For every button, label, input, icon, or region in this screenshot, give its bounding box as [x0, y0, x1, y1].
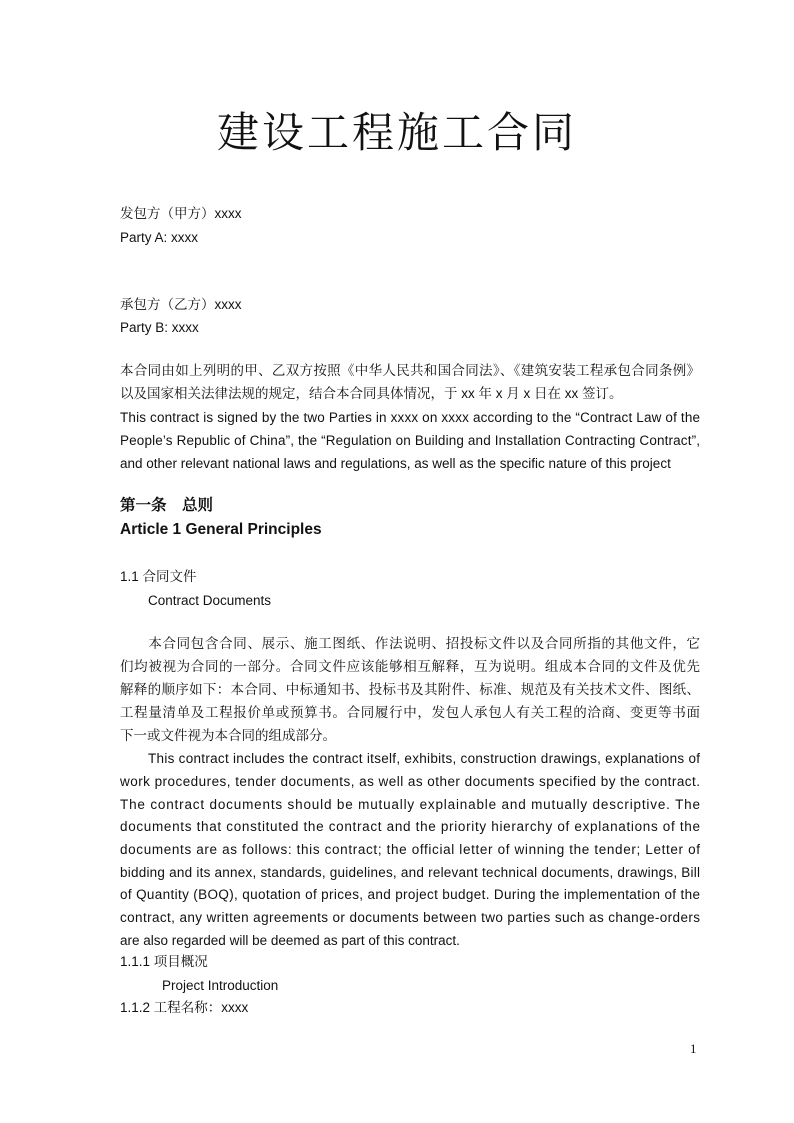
intro-en-line: People’s Republic of China”, the “Regulation on Building and Installation Contracting Contract”, [120, 433, 701, 448]
article-heading-cn: 第一条 总则 [120, 497, 214, 514]
subsection-heading-en: Project Introduction [162, 978, 279, 993]
article-heading-en: Article 1 General Principles [120, 521, 322, 538]
intro-en-line: and other relevant national laws and regulations, as well as the specific nature of this project [120, 456, 671, 471]
paragraph-en-line: bidding and its annex, standards, guidelines, and relevant technical documents, drawings, Bill [120, 865, 701, 880]
paragraph-en-line: of Quantity (BOQ), quotation of prices, and project budget. During the implementation of the [120, 887, 701, 902]
paragraph-en-line: This contract includes the contract itself, exhibits, construction drawings, explanations of [148, 751, 701, 766]
paragraph-cn-line: 本合同包含合同、展示、施工图纸、作法说明、招投标文件以及合同所指的其他文件，它 [120, 636, 701, 651]
subsection-heading-cn: 1.1.1 项目概况 [120, 954, 208, 969]
paragraph-cn-line: 工程量清单及工程报价单或预算书。合同履行中，发包人承包人有关工程的洽商、变更等书面 [120, 705, 701, 720]
paragraph-en-line: documents that constituted the contract and the priority hierarchy of explanations of the [120, 819, 701, 834]
intro-cn-line: 以及国家相关法律法规的规定，结合本合同具体情况，于 xx 年 x 月 x 日在 xx 签订。 [120, 386, 623, 401]
paragraph-cn-line: 们均被视为合同的一部分。合同文件应该能够相互解释，互为说明。组成本合同的文件及优先 [120, 659, 701, 674]
section-heading-en: Contract Documents [148, 593, 272, 608]
section-heading-cn: 1.1 合同文件 [120, 569, 197, 584]
paragraph-en-line: contract, any written agreements or documents between two parties such as change-orders [120, 910, 701, 925]
paragraph-en-line: The contract documents should be mutually explainable and mutually descriptive. The [120, 797, 701, 812]
paragraph-en-line: are also regarded will be deemed as part of this contract. [120, 933, 460, 948]
party-b-en: Party B: xxxx [120, 320, 199, 335]
intro-cn-line: 本合同由如上列明的甲、乙双方按照《中华人民共和国合同法》、《建筑安装工程承包合同条例》 [120, 363, 701, 378]
document-title: 建设工程施工合同 [216, 108, 577, 157]
paragraph-cn-line: 下一或文件视为本合同的组成部分。 [120, 728, 336, 743]
paragraph-en-line: documents are as follows: this contract; the official letter of winning the tender; Letter of [120, 842, 701, 857]
party-b-cn: 承包方（乙方）xxxx [120, 297, 242, 312]
party-a-cn: 发包方（甲方）xxxx [120, 206, 242, 221]
paragraph-en-line: work procedures, tender documents, as well as other documents specified by the contract. [120, 774, 701, 789]
page-number: 1 [690, 1041, 697, 1056]
project-name: 1.1.2 工程名称：xxxx [120, 1000, 249, 1015]
paragraph-cn-line: 解释的顺序如下：本合同、中标通知书、投标书及其附件、标准、规范及有关技术文件、图纸、 [120, 682, 701, 697]
party-a-en: Party A: xxxx [120, 230, 199, 245]
intro-en-line: This contract is signed by the two Parties in xxxx on xxxx according to the “Contract Law of the [120, 410, 701, 425]
